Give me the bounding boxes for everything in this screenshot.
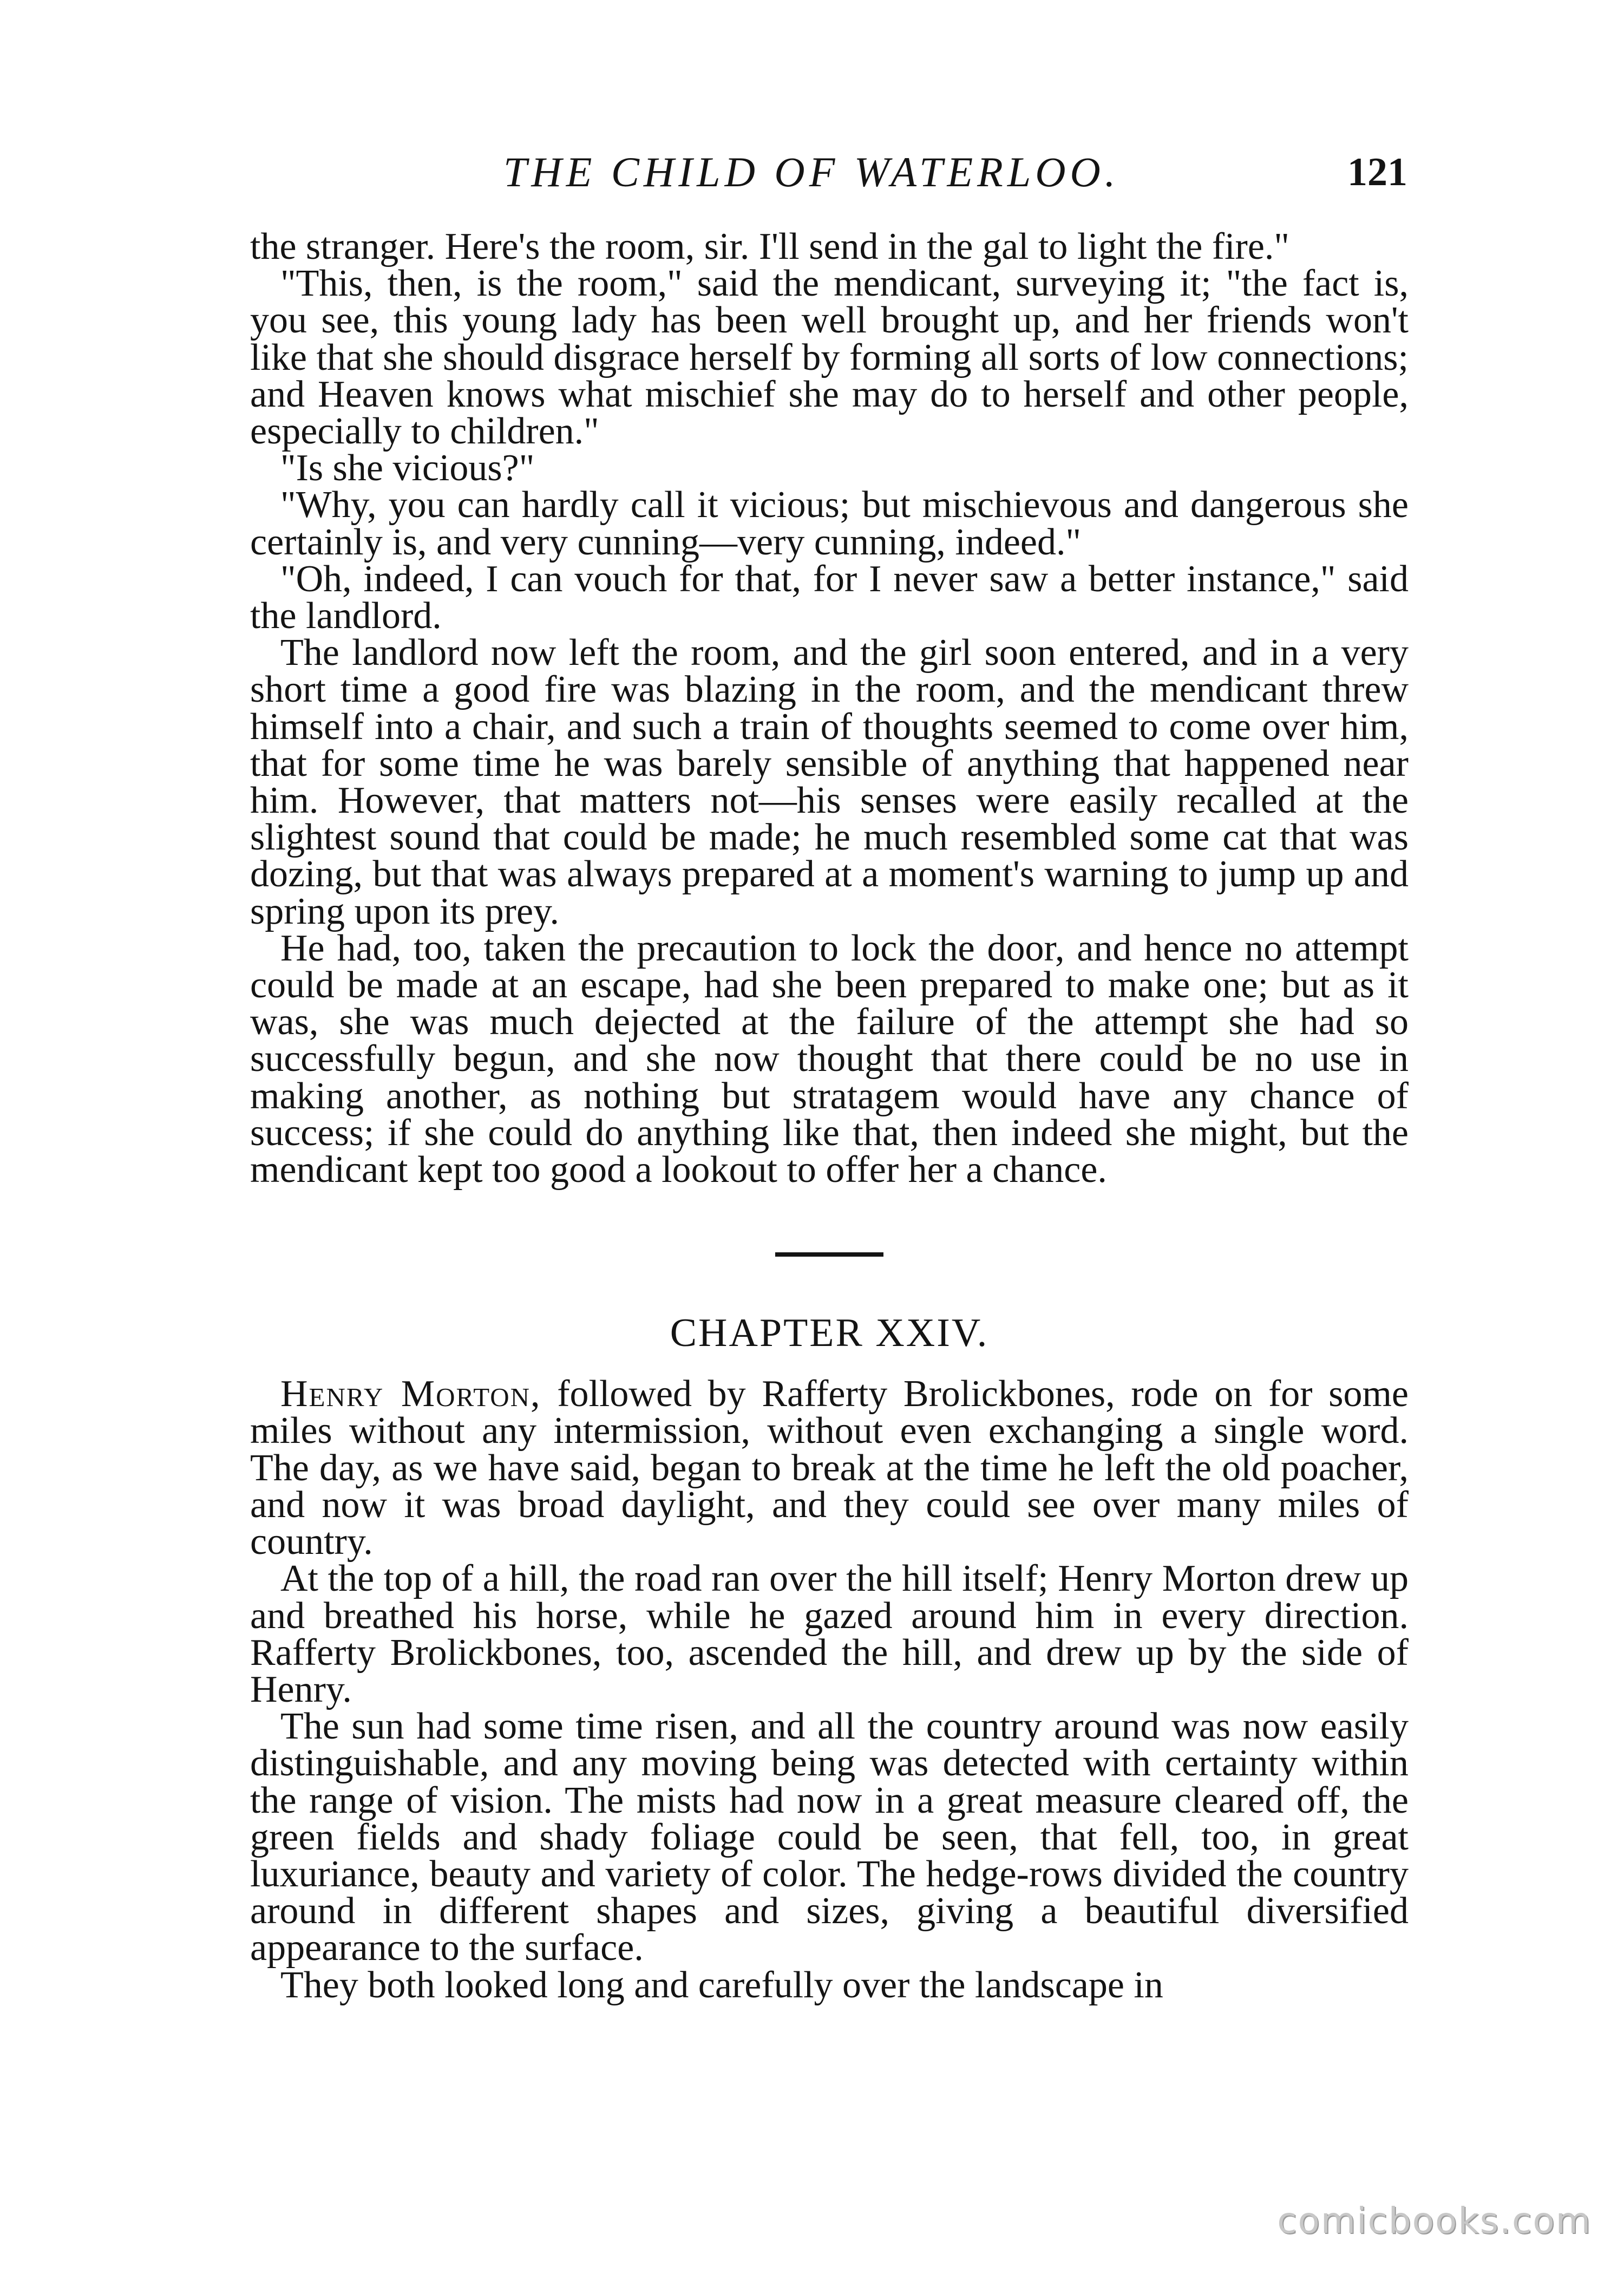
running-title: THE CHILD OF WATERLOO. (503, 148, 1120, 195)
watermark: comicbooks.com (1277, 2200, 1592, 2242)
chapter-opening-paragraph (250, 1373, 1409, 1563)
paragraph: The landlord now left the room, and the girl soon entered, and in a very short time a good fire was blazing in the room, and the mendicant threw himself into a chair, and such a train of thoughts seemed to come over him, that for some time he was barely sensible of anything that happened near him. However, that matters not—his senses were easily recalled at the slightest sound that could be made; he much resembled some cat that was dozing, but that was always prepared at a moment's warning to jump up and spring upon its prey. (250, 632, 1409, 932)
body-text (250, 228, 1409, 2004)
opening-small-caps: Henry Morton, (280, 1373, 541, 1415)
section-divider (775, 1252, 883, 1257)
page-number: 121 (1347, 150, 1407, 194)
paragraph: "Why, you can hardly call it vicious; but mischievous and dangerous she certainly is, and very cunning—very cunning, indeed." (250, 484, 1409, 563)
paragraph: "Is she vicious?" (280, 447, 535, 489)
paragraph: the stranger. Here's the room, sir. I'll send in the gal to light the fire." (250, 226, 1290, 267)
paragraph: They both looked long and carefully over the landscape in (280, 1964, 1163, 2006)
opening-rest: followed by Rafferty Brolickbones, rode on for some miles without any intermission, without even exchanging a single word. The day, as we have said, began to break at the time he left the old poacher, and now it was broad daylight, and they could see over many miles of country. (250, 1373, 1409, 1563)
paragraph: At the top of a hill, the road ran over the hill itself; Henry Morton drew up and breathed his horse, while he gazed around him in every direction. Rafferty Brolickbones, too, ascended the hill, and drew up by the side of Henry. (250, 1558, 1409, 1710)
paragraph: He had, too, taken the precaution to lock the door, and hence no attempt could be made at an escape, had she been prepared to make one; but as it was, she was much dejected at the failure of the attempt she had so successfully begun, and she now thought that there could be no use in making another, as nothing but stratagem would have any chance of success; if she could do anything like that, then indeed she might, but the mendicant kept too good a lookout to offer her a chance. (250, 927, 1409, 1191)
paragraph: "Oh, indeed, I can vouch for that, for I never saw a better instance," said the landlord. (250, 558, 1409, 637)
running-head (249, 145, 1407, 199)
chapter-heading: CHAPTER XXIV. (670, 1311, 989, 1356)
paragraph: "This, then, is the room," said the mendicant, surveying it; "the fact is, you see, this young lady has been well brought up, and her friends won't like that she should disgrace herself by forming all sorts of low connections; and Heaven knows what mischief she may do to herself and other people, especially to children." (250, 263, 1409, 453)
paragraph: The sun had some time risen, and all the country around was now easily distinguishable, and any moving being was detected with certainty within the range of vision. The mists had now in a great measure cleared off, the green fields and shady foliage could be seen, that fell, too, in great luxuriance, beauty and variety of color. The hedge-rows divided the country around in different shapes and sizes, giving a beautiful diversified appearance to the surface. (250, 1706, 1409, 1969)
